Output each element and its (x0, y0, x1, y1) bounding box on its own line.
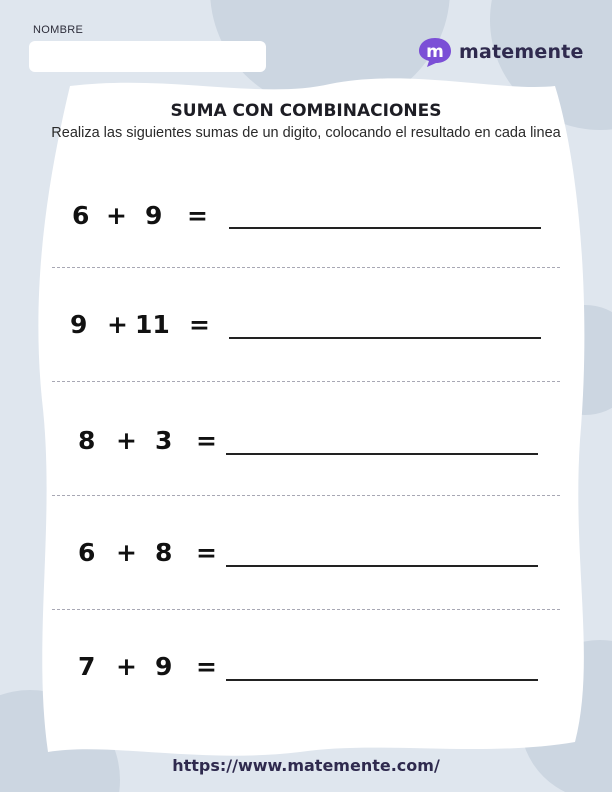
plus-sign: + (116, 426, 137, 455)
plus-sign: + (116, 652, 137, 681)
addend-b: 3 (155, 426, 173, 455)
name-field[interactable] (29, 41, 266, 72)
divider (52, 267, 560, 268)
addend-a: 9 (70, 310, 88, 339)
footer-url[interactable]: https://www.matemente.com/ (172, 756, 440, 775)
equals-sign: = (196, 538, 217, 567)
speech-bubble-m-icon (417, 36, 453, 68)
problem-row (0, 647, 612, 687)
answer-line[interactable] (229, 227, 541, 229)
addend-b: 9 (145, 201, 163, 230)
addend-a: 8 (78, 426, 96, 455)
equals-sign: = (196, 426, 217, 455)
plus-sign: + (107, 310, 128, 339)
problem-row (0, 305, 612, 345)
addend-a: 6 (72, 201, 90, 230)
answer-line[interactable] (229, 337, 541, 339)
plus-sign: + (106, 201, 127, 230)
answer-line[interactable] (226, 453, 538, 455)
addend-b: 11 (135, 310, 170, 339)
divider (52, 381, 560, 382)
problem-row (0, 533, 612, 573)
worksheet-instructions: Realiza las siguientes sumas de un digito, colocando el resultado en cada linea (51, 125, 561, 141)
name-label: NOMBRE (33, 24, 84, 36)
matemente-logo (417, 36, 584, 68)
worksheet-title: SUMA CON COMBINACIONES (170, 101, 442, 121)
addend-a: 6 (78, 538, 96, 567)
equals-sign: = (187, 201, 208, 230)
plus-sign: + (116, 538, 137, 567)
divider (52, 495, 560, 496)
answer-line[interactable] (226, 679, 538, 681)
equals-sign: = (189, 310, 210, 339)
answer-line[interactable] (226, 565, 538, 567)
addend-a: 7 (78, 652, 96, 681)
logo-letter: m (426, 42, 444, 62)
addend-b: 9 (155, 652, 173, 681)
equals-sign: = (196, 652, 217, 681)
divider (52, 609, 560, 610)
addend-b: 8 (155, 538, 173, 567)
problem-row (0, 421, 612, 461)
logo-text: matemente (459, 41, 584, 63)
problem-row (0, 196, 612, 236)
